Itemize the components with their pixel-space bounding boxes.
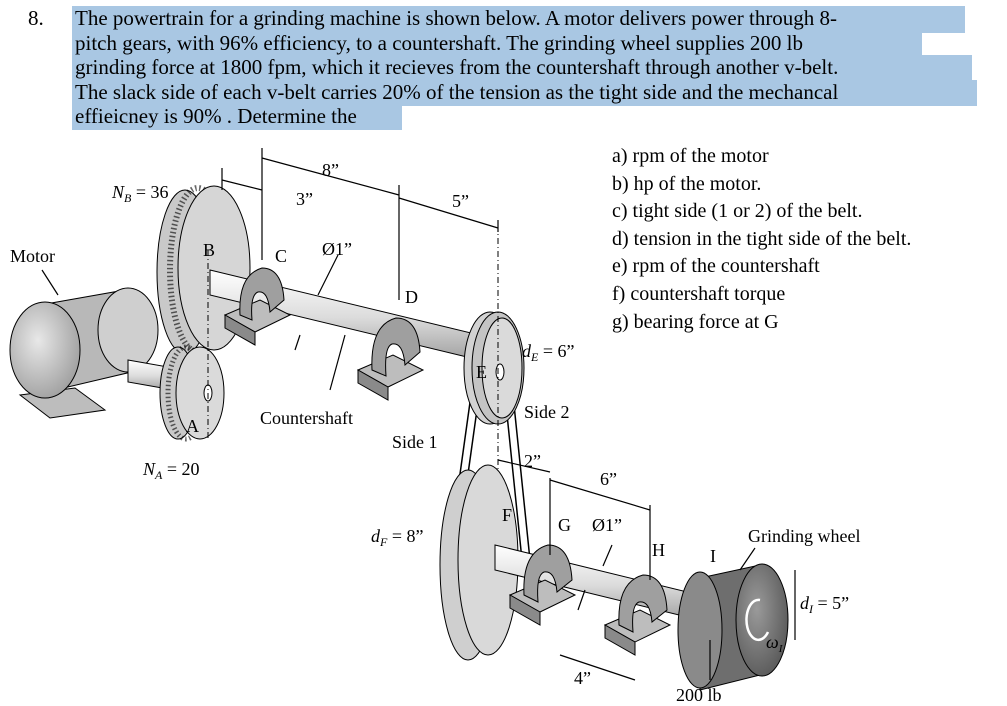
question-item: g) bearing force at G [612, 310, 779, 333]
omega-label: $\omega_I$ [766, 632, 783, 655]
label-f: F [502, 505, 513, 525]
motor-label: Motor [10, 246, 55, 266]
question-number: 8. [28, 6, 44, 30]
na-label: $N_A = 20$ [143, 459, 200, 482]
statement-line: pitch gears, with 96% efficiency, to a countershaft. The grinding wheel supplies 200 lb [75, 30, 804, 55]
label-d: D [405, 287, 418, 307]
de-label: $d_E = 6$” [522, 341, 575, 364]
statement-line: The powertrain for a grinding machine is shown below. A motor delivers power through 8- [75, 6, 838, 30]
dim-4-label: 4” [574, 668, 591, 688]
label-i: I [710, 546, 716, 566]
label-b: B [203, 240, 216, 260]
diameter-label-2: Ø1” [592, 515, 622, 535]
di-label: $d_I = 5$” [800, 593, 850, 616]
motor-drawing [10, 288, 185, 418]
dim-6-label: 6” [600, 469, 617, 489]
question-item: b) hp of the motor. [612, 172, 762, 195]
df-label: $d_F = 8$” [371, 526, 424, 549]
label-h: H [652, 540, 665, 560]
statement-line: The slack side of each v-belt carries 20% of the tension as the tight side and the mechancal [75, 79, 839, 104]
side-2-label: Side 2 [524, 402, 570, 422]
question-item: d) tension in the tight side of the belt. [612, 227, 912, 250]
side-1-label: Side 1 [392, 432, 438, 452]
question-item: a) rpm of the motor [612, 145, 769, 167]
question-item: e) rpm of the countershaft [612, 255, 820, 278]
statement-line: grinding force at 1800 fpm, which it recieves from the countershaft through another v-belt. [75, 55, 839, 79]
dim-5-label: 5” [452, 191, 469, 211]
countershaft-label: Countershaft [260, 408, 353, 428]
grinding-wheel [678, 564, 788, 690]
label-e: E [476, 362, 487, 382]
label-a: A [186, 416, 199, 436]
diameter-label: Ø1” [322, 239, 352, 259]
question-item: c) tight side (1 or 2) of the belt. [612, 200, 863, 223]
pulley-e [464, 312, 524, 424]
question-item: f) countershaft torque [612, 282, 786, 305]
grinding-wheel-label: Grinding wheel [748, 526, 861, 546]
nb-label: $N_B = 36$ [112, 182, 169, 205]
question-list [612, 143, 911, 336]
force-label: 200 lb [676, 685, 722, 705]
label-c: C [275, 246, 288, 266]
statement-line: effieicney is 90% . Determine the [75, 104, 357, 128]
dim-2-label: 2” [524, 451, 541, 471]
label-g: G [558, 515, 571, 535]
dim-8-label: 8” [322, 160, 339, 180]
dim-3-label: 3” [296, 189, 313, 209]
